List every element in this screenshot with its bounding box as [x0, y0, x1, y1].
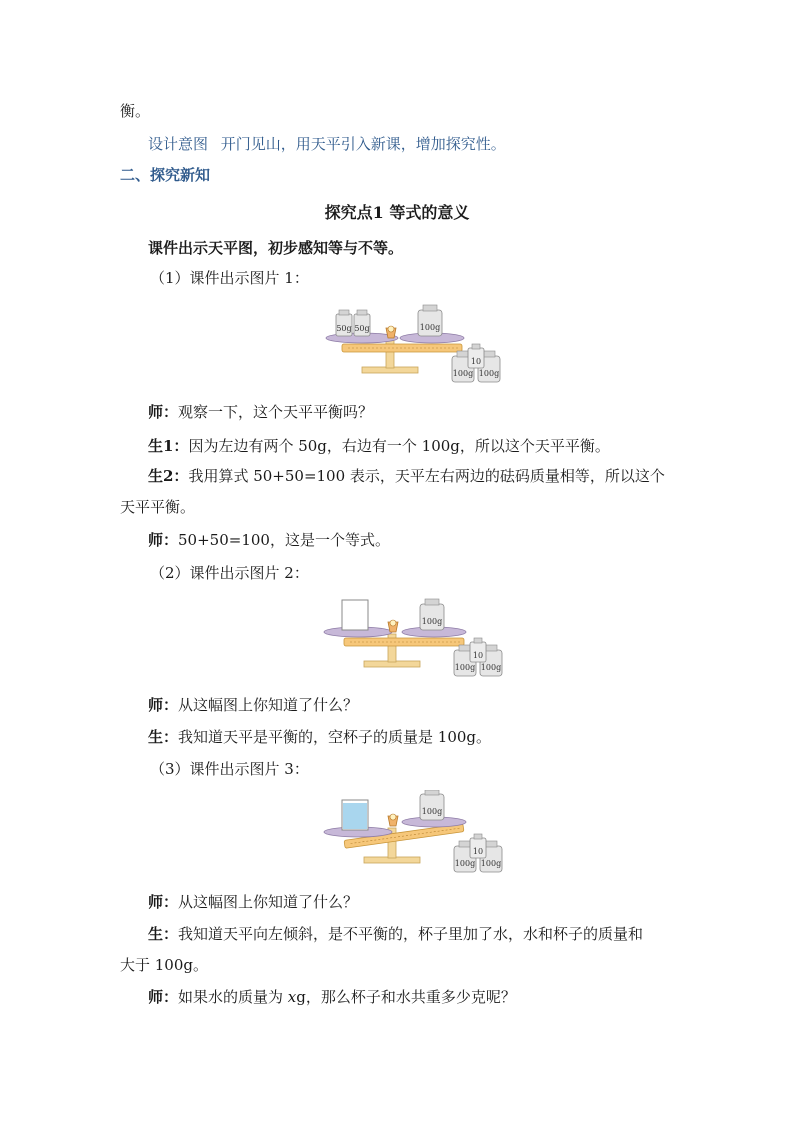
weight-100g-pan: [420, 790, 444, 820]
svg-text:10: 10: [472, 847, 484, 856]
speaker-student: 生：: [148, 728, 179, 746]
dialog-text: 我用算式 50+50=100 表示，天平左右两边的砝码质量相等，所以这个: [188, 467, 665, 485]
label-50g-b: 50g: [354, 324, 370, 333]
balance-figure-3: [320, 790, 510, 874]
dialog-text: 50+50=100，这是一个等式。: [178, 531, 390, 549]
empty-cup: [342, 600, 368, 630]
svg-text:100g: 100g: [480, 859, 502, 868]
dialog-1: [148, 402, 373, 422]
speaker-student-2: 生2：: [148, 467, 189, 485]
dialog-2: [148, 436, 610, 456]
balance-figure-2: [320, 596, 510, 678]
weight-50g-a: [336, 310, 352, 336]
svg-text:100g: 100g: [454, 663, 476, 672]
cup-with-water: [342, 800, 368, 830]
svg-text:100g: 100g: [478, 369, 500, 378]
speaker-student-1: 生1：: [148, 437, 189, 455]
svg-text:100g: 100g: [421, 617, 443, 626]
design-intent: [148, 134, 506, 154]
dialog-8-cont: 大于 100g。: [120, 956, 209, 974]
svg-text:100g: 100g: [454, 859, 476, 868]
dialog-4: [148, 530, 390, 550]
dialog-text: 从这幅图上你知道了什么？: [178, 696, 359, 714]
speaker-teacher: 师：: [148, 531, 179, 549]
balance-figure-1: [318, 302, 508, 384]
label-100g-pan: 100g: [419, 323, 441, 332]
dialog-text: 我知道天平向左倾斜，是不平衡的，杯子里加了水，水和杯子的质量和: [178, 925, 644, 943]
point-title: 探究点1 等式的意义: [324, 203, 470, 222]
dialog-3: [148, 466, 665, 486]
dialog-9: [148, 987, 516, 1007]
svg-text:10: 10: [472, 651, 484, 660]
weight-100g-pan: [418, 305, 442, 336]
dialog-5: [148, 695, 358, 715]
speaker-teacher: 师：: [148, 403, 179, 421]
svg-text:100g: 100g: [480, 663, 502, 672]
svg-text:100g: 100g: [421, 807, 443, 816]
figure2-caption: （2）课件出示图片 2：: [150, 564, 309, 582]
dialog-text: 如果水的质量为: [178, 988, 288, 1006]
svg-text:10: 10: [470, 357, 482, 366]
speaker-teacher: 师：: [148, 988, 179, 1006]
dialog-text: 因为左边有两个 50g，右边有一个 100g，所以这个天平平衡。: [188, 437, 610, 455]
figure3-caption: （3）课件出示图片 3：: [150, 760, 309, 778]
design-intent-text: 开门见山，用天平引入新课，增加探究性。: [220, 135, 506, 153]
weight-100g-pan: [420, 599, 444, 630]
weight-stack: [454, 834, 502, 872]
dialog-6: [148, 727, 491, 747]
speaker-teacher: 师：: [148, 893, 179, 911]
dialog-7: [148, 892, 358, 912]
design-intent-label: 设计意图: [148, 135, 209, 153]
speaker-student: 生：: [148, 925, 179, 943]
figure1-caption: （1）课件出示图片 1：: [150, 269, 309, 287]
intro-line: 课件出示天平图，初步感知等与不等。: [148, 239, 404, 257]
dialog-3-cont: 天平平衡。: [120, 498, 196, 516]
dialog-text-cont: g，那么杯子和水共重多少克呢？: [296, 988, 516, 1006]
continued-text: 衡。: [120, 102, 151, 120]
weight-50g-b: [354, 310, 370, 336]
variable-x: x: [287, 988, 297, 1006]
svg-text:100g: 100g: [452, 369, 474, 378]
dialog-8: [148, 924, 643, 944]
section-heading: 二、探究新知: [120, 166, 211, 184]
speaker-teacher: 师：: [148, 696, 179, 714]
dialog-text: 观察一下，这个天平平衡吗？: [178, 403, 374, 421]
dialog-text: 我知道天平是平衡的，空杯子的质量是 100g。: [178, 728, 492, 746]
label-50g-a: 50g: [336, 324, 352, 333]
dialog-text: 从这幅图上你知道了什么？: [178, 893, 359, 911]
